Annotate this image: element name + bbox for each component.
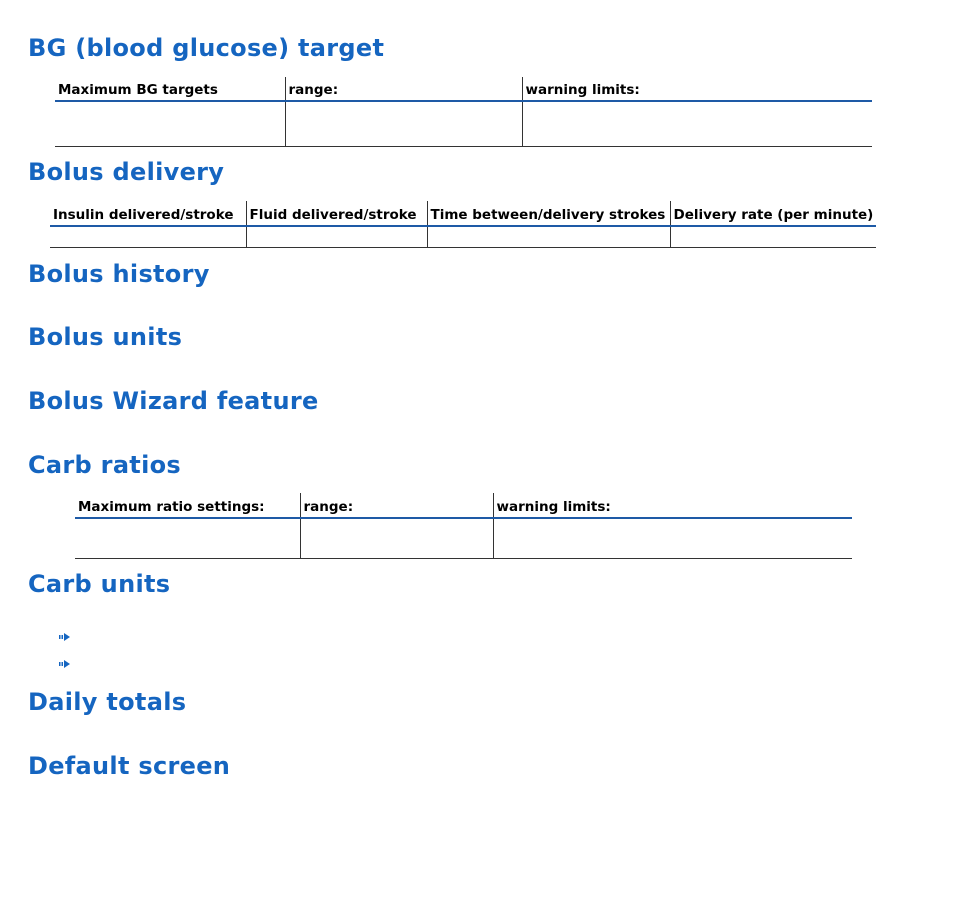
bg-target-cell-range — [285, 101, 522, 146]
carb-ratios-cell-range — [300, 518, 493, 558]
bg-target-header-warning: warning limits: — [522, 77, 872, 101]
heading-default-screen: Default screen — [28, 752, 231, 780]
carb-ratios-header-warning: warning limits: — [493, 493, 852, 518]
bolus-delivery-header-time: Time between/delivery strokes — [427, 201, 670, 226]
bolus-delivery-cell-rate — [670, 226, 876, 247]
bg-target-table — [55, 77, 872, 147]
arrow-bullet-icon — [59, 660, 70, 668]
bolus-delivery-header-insulin: Insulin delivered/stroke — [50, 201, 246, 226]
carb-ratios-header-max: Maximum ratio settings: — [75, 493, 300, 518]
carb-ratios-table — [75, 493, 852, 559]
heading-bg-target: BG (blood glucose) target — [28, 34, 385, 62]
bolus-delivery-cell-time — [427, 226, 670, 247]
heading-carb-ratios: Carb ratios — [28, 451, 181, 479]
carb-ratios-header-range: range: — [300, 493, 493, 518]
carb-ratios-cell-max — [75, 518, 300, 558]
bolus-delivery-cell-insulin — [50, 226, 246, 247]
bolus-delivery-cell-fluid — [246, 226, 427, 247]
heading-bolus-history: Bolus history — [28, 260, 210, 288]
heading-bolus-units: Bolus units — [28, 323, 183, 351]
heading-carb-units: Carb units — [28, 570, 171, 598]
bolus-delivery-header-fluid: Fluid delivered/stroke — [246, 201, 427, 226]
heading-bolus-delivery: Bolus delivery — [28, 158, 225, 186]
bg-target-header-max: Maximum BG targets — [55, 77, 285, 101]
bolus-delivery-header-rate: Delivery rate (per minute) — [670, 201, 876, 226]
carb-ratios-cell-warning — [493, 518, 852, 558]
bg-target-cell-warning — [522, 101, 872, 146]
arrow-bullet-icon — [59, 633, 70, 641]
bg-target-header-range: range: — [285, 77, 522, 101]
bolus-delivery-table — [50, 201, 876, 248]
heading-daily-totals: Daily totals — [28, 688, 187, 716]
bg-target-cell-max — [55, 101, 285, 146]
heading-bolus-wizard: Bolus Wizard feature — [28, 387, 319, 415]
